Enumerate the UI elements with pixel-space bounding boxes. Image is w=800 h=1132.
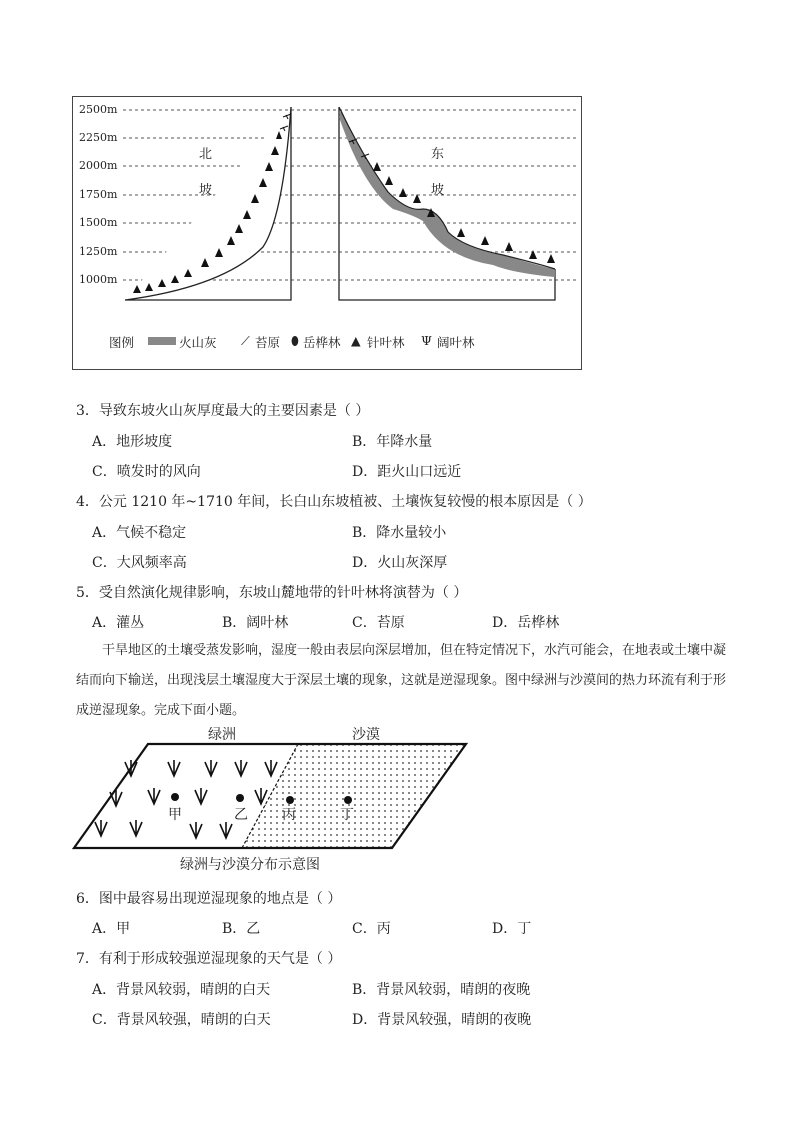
q4-option-d[interactable]: D．火山灰深厚 — [352, 555, 448, 571]
question-6: 6．图中最容易出现逆湿现象的地点是（ ） — [76, 891, 342, 907]
legend-title: 图例 — [109, 335, 135, 350]
legend-ash-swatch — [148, 337, 176, 345]
y-tick-2000: 2000m — [79, 159, 118, 172]
q3-option-b[interactable]: B．年降水量 — [352, 434, 433, 450]
oasis-label: 绿洲 — [208, 727, 236, 743]
q4-option-b[interactable]: B．降水量较小 — [352, 525, 447, 541]
slope-profiles — [73, 97, 581, 369]
conifer-icon: ▲ — [351, 333, 361, 348]
legend-birch: 岳桦林 — [303, 335, 341, 350]
q7-option-b[interactable]: B．背景风较弱，晴朗的夜晚 — [352, 982, 531, 998]
q6-option-b[interactable]: B．乙 — [222, 921, 261, 937]
north-label-2: 坡 — [199, 183, 213, 198]
q5-option-a[interactable]: A．灌丛 — [92, 615, 145, 631]
q6-option-d[interactable]: D．丁 — [492, 921, 532, 937]
broadleaf-icon: Ψ — [421, 333, 432, 348]
question-5: 5．受自然演化规律影响，东坡山麓地带的针叶林将演替为（ ） — [76, 585, 468, 601]
y-tick-2250: 2250m — [79, 131, 118, 144]
east-label-2: 坡 — [431, 183, 445, 198]
passage-paragraph: 干旱地区的土壤受蒸发影响，湿度一般由表层向深层增加，但在特定情况下，水汽可能会，在地表或土壤中凝结而向下输送，出现浅层土壤湿度大于深层土壤的现象，这就是逆湿现象。图中绿洲与沙漠间的热力环流有利于形成逆湿现象。完成下面小题。 — [76, 643, 727, 718]
q4-option-c[interactable]: C．大风频率高 — [92, 555, 187, 571]
y-tick-1250: 1250m — [79, 245, 118, 258]
q3-option-c[interactable]: C．喷发时的风向 — [92, 464, 201, 480]
figure2-caption: 绿洲与沙漠分布示意图 — [180, 857, 320, 873]
q5-option-b[interactable]: B．阔叶林 — [222, 615, 289, 631]
q3-option-d[interactable]: D．距火山口远近 — [352, 464, 462, 480]
q4-option-a[interactable]: A．气候不稳定 — [92, 525, 187, 541]
q6-option-a[interactable]: A．甲 — [92, 921, 131, 937]
volcano-slope-figure — [72, 96, 582, 370]
north-label-1: 北 — [199, 147, 213, 162]
oasis-desert-figure — [70, 726, 470, 876]
y-tick-1000: 1000m — [79, 273, 118, 286]
point-jia: 甲 — [168, 807, 182, 823]
desert-area — [242, 744, 466, 848]
q7-option-c[interactable]: C．背景风较强，晴朗的白天 — [92, 1012, 271, 1028]
q5-option-c[interactable]: C．苔原 — [352, 615, 405, 631]
legend-broadleaf: 阔叶林 — [437, 335, 475, 350]
question-3: 3．导致东坡火山灰厚度最大的主要因素是（ ） — [76, 403, 370, 419]
legend-conifer: 针叶林 — [367, 335, 405, 350]
q5-option-d[interactable]: D．岳桦林 — [492, 615, 560, 631]
point-bing: 丙 — [282, 807, 296, 823]
y-tick-1500: 1500m — [79, 216, 118, 229]
birch-icon: ⬮ — [291, 333, 299, 348]
legend-tundra: 苔原 — [255, 335, 281, 350]
y-tick-2500: 2500m — [79, 103, 118, 116]
point-yi: 乙 — [234, 807, 248, 823]
north-slope — [125, 107, 291, 300]
y-tick-1750: 1750m — [79, 188, 118, 201]
q7-option-d[interactable]: D．背景风较强，晴朗的夜晚 — [352, 1012, 532, 1028]
q7-option-a[interactable]: A．背景风较弱，晴朗的白天 — [92, 982, 271, 998]
oasis-desert-map — [70, 742, 470, 852]
desert-label: 沙漠 — [352, 727, 380, 743]
east-slope — [339, 107, 555, 300]
q3-option-a[interactable]: A．地形坡度 — [92, 434, 173, 450]
east-label-1: 东 — [431, 147, 445, 162]
q6-option-c[interactable]: C．丙 — [352, 921, 391, 937]
question-4: 4．公元 1210 年~1710 年间，长白山东坡植被、土壤恢复较慢的根本原因是（ ） — [76, 494, 592, 510]
tundra-icon: ⟋ — [241, 333, 250, 348]
point-ding: 丁 — [340, 807, 354, 823]
oasis-vegetation — [95, 760, 277, 838]
legend-ash: 火山灰 — [179, 335, 217, 350]
question-7: 7．有利于形成较强逆湿现象的天气是（ ） — [76, 951, 342, 967]
